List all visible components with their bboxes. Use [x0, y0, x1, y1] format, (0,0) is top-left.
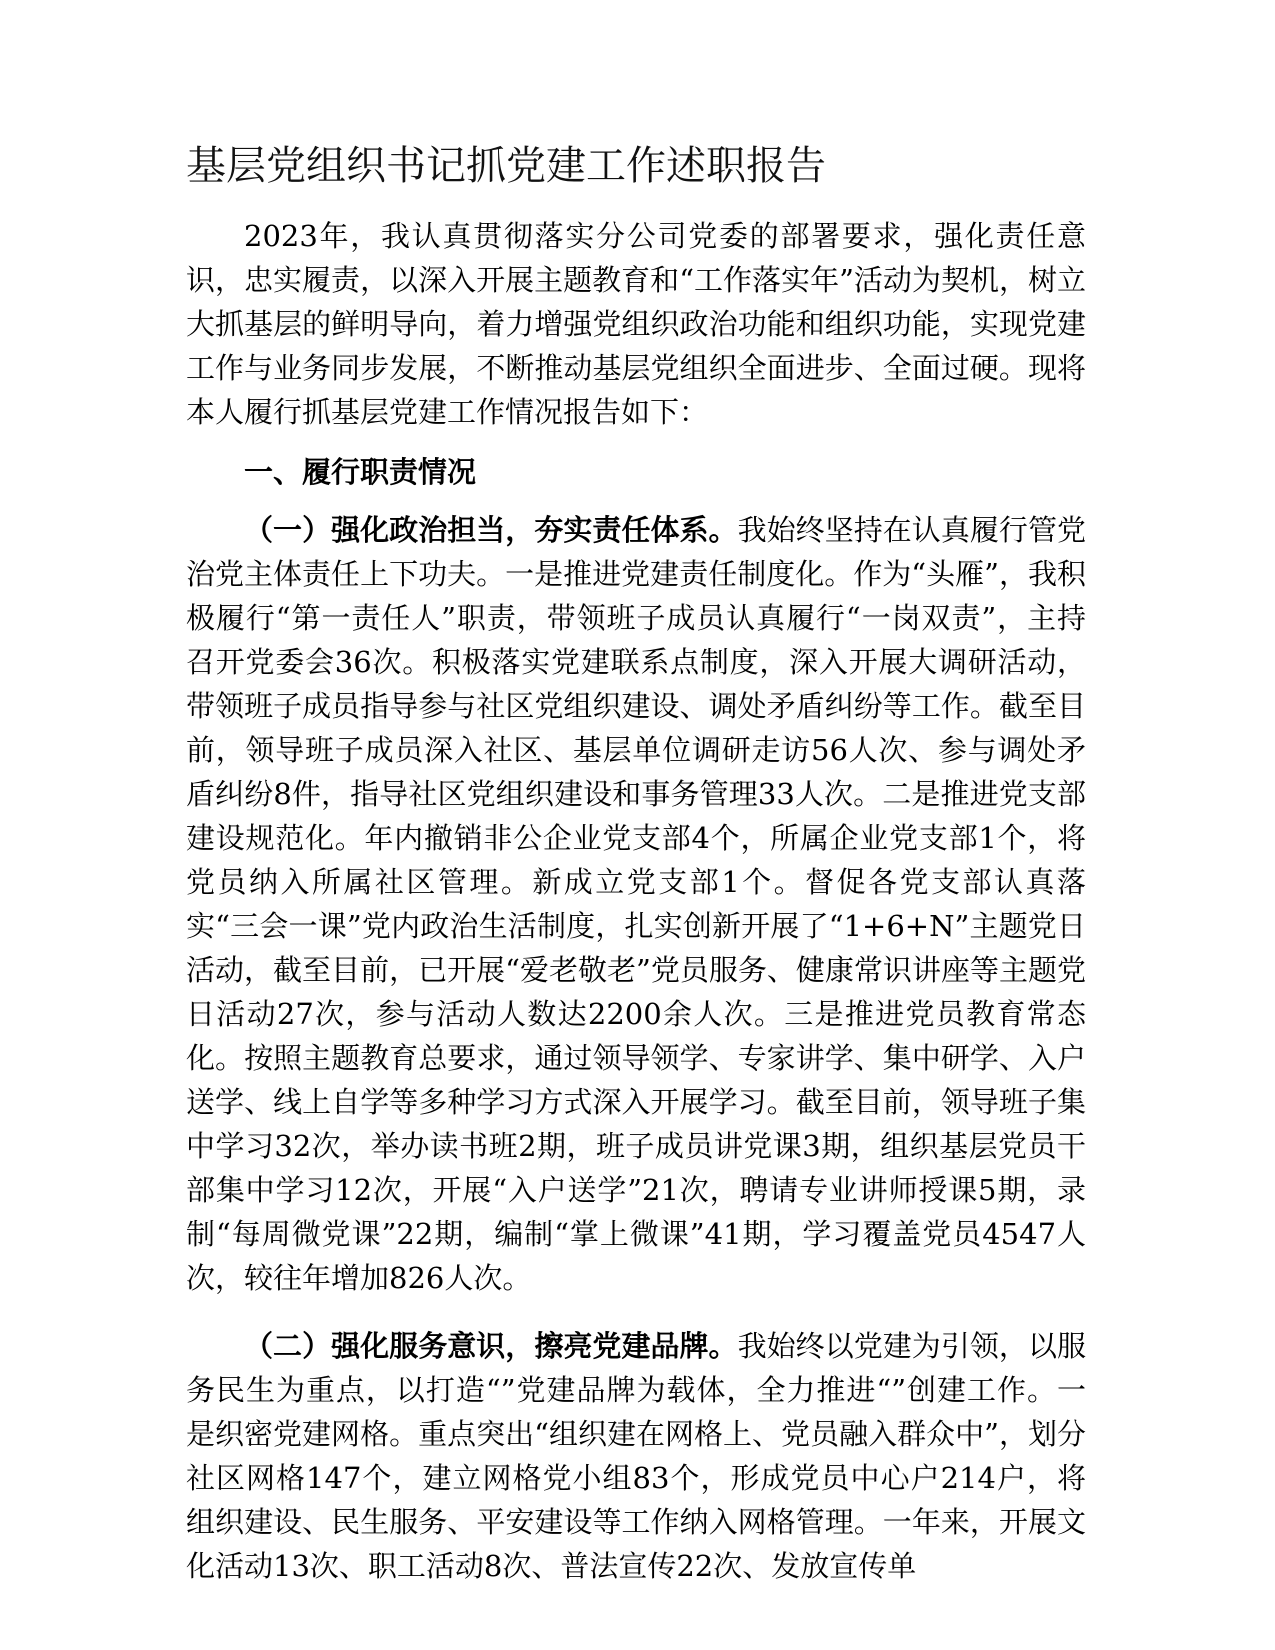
document-content	[186, 140, 1086, 1612]
document-title: 基层党组织书记抓党建工作述职报告	[186, 143, 826, 189]
section-2-paragraph	[186, 1324, 1086, 1588]
section-2-lead: （二）强化服务意识，擦亮党建品牌。	[244, 1329, 738, 1363]
section-2-body: 我始终以党建为引领，以服务民生为重点，以打造“”党建品牌为载体，全力推进“”创建工作。一是织密党建网格。重点突出“组织建在网格上、党员融入群众中”，划分社区网格147个，建立网格党小组83个，形成党员中心户214户，将组织建设、民生服务、平安建设等工作纳入网格管理。一年来，开展文化活动13次、职工活动8次、普法宣传22次、发放宣传单	[186, 1329, 1086, 1583]
intro-paragraph: 2023年，我认真贯彻落实分公司党委的部署要求，强化责任意识，忠实履责，以深入开展主题教育和“工作落实年”活动为契机，树立大抓基层的鲜明导向，着力增强党组织政治功能和组织功能，实现党建工作与业务同步发展，不断推动基层党组织全面进步、全面过硬。现将本人履行抓基层党建工作情况报告如下：	[186, 219, 1086, 429]
section-1-lead: （一）强化政治担当，夯实责任体系。	[244, 513, 738, 547]
section-1-body: 我始终坚持在认真履行管党治党主体责任上下功夫。一是推进党建责任制度化。作为“头雁”，我积极履行“第一责任人”职责，带领班子成员认真履行“一岗双责”，主持召开党委会36次。积极落实党建联系点制度，深入开展大调研活动，带领班子成员指导参与社区党组织建设、调处矛盾纠纷等工作。截至目前，领导班子成员深入社区、基层单位调研走访56人次、参与调处矛盾纠纷8件，指导社区党组织建设和事务管理33人次。二是推进党支部建设规范化。年内撤销非公企业党支部4个，所属企业党支部1个，将党员纳入所属社区管理。新成立党支部1个。督促各党支部认真落实“三会一课”党内政治生活制度，扎实创新开展了“1+6+N”主题党日活动，截至目前，已开展“爱老敬老”党员服务、健康常识讲座等主题党日活动27次，参与活动人数达2200余人次。三是推进党员教育常态化。按照主题教育总要求，通过领导领学、专家讲学、集中研学、入户送学、线上自学等多种学习方式深入开展学习。截至目前，领导班子集中学习32次，举办读书班2期，班子成员讲党课3期，组织基层党员干部集中学习12次，开展“入户送学”21次，聘请专业讲师授课5期，录制“每周微党课”22期，编制“掌上微课”41期，学习覆盖党员4547人次，较往年增加826人次。	[186, 513, 1086, 1295]
section-1-paragraph	[186, 508, 1086, 1300]
section-heading: 一、履行职责情况	[244, 455, 477, 489]
